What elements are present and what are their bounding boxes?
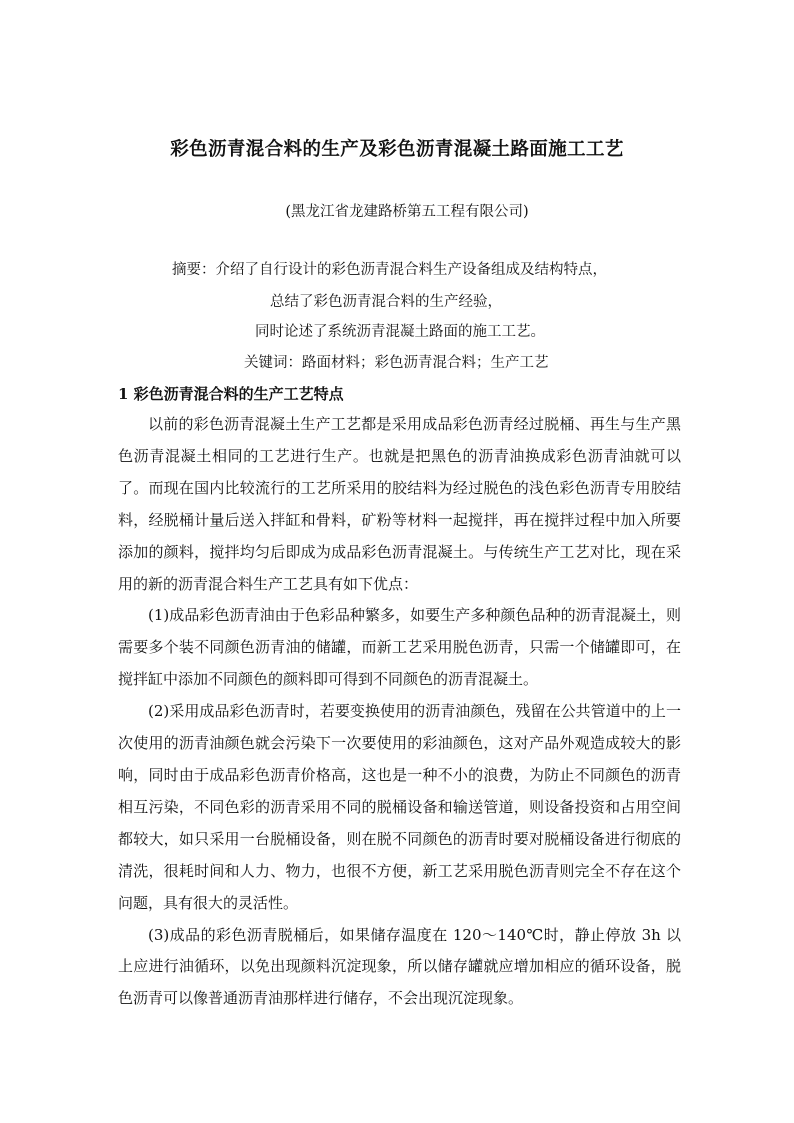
paragraph: (3)成品的彩色沥青脱桶后，如果储存温度在 120～140℃时，静止停放 3h 以上应进行油循环，以免出现颜料沉淀现象，所以储存罐就应增加相应的循环设备，脱色沥青可以像普通沥青油那样进行储存，不会出现沉淀现象。 (118, 925, 681, 1008)
section-heading: 1 彩色沥青混合料的生产工艺特点 (118, 385, 344, 403)
paragraph: (2)采用成品彩色沥青时，若要变换使用的沥青油颜色，残留在公共管道中的上一次使用的沥青油颜色就会污染下一次要使用的彩油颜色，这对产品外观造成较大的影响，同时由于成品彩色沥青价格高，这也是一种不小的浪费，为防止不同颜色的沥青相互污染，不同色彩的沥青采用不同的脱桶设备和输送管道，则设备投资和占用空间都较大，如只采用一台脱桶设备，则在脱不同颜色的沥青时要对脱桶设备进行彻底的清洗，很耗时间和人力、物力，也很不方便，新工艺采用脱色沥青则完全不存在这个问题，具有很大的灵活性。 (118, 702, 681, 912)
keywords-line: 关键词：路面材料；彩色沥青混合料；生产工艺 (244, 355, 549, 371)
document-title: 彩色沥青混合料的生产及彩色沥青混凝土路面施工工艺 (170, 139, 624, 160)
body-text (118, 409, 681, 1015)
abstract-line: 摘要：介绍了自行设计的彩色沥青混合料生产设备组成及结构特点， (172, 262, 607, 278)
abstract-line: 同时论述了系统沥青混凝土路面的施工工艺。 (255, 324, 545, 340)
paragraph: 以前的彩色沥青混凝土生产工艺都是采用成品彩色沥青经过脱桶、再生与生产黑色沥青混凝土相同的工艺进行生产。也就是把黑色的沥青油换成彩色沥青油就可以了。而现在国内比较流行的工艺所采用的胶结料为经过脱色的浅色彩色沥青专用胶结料，经脱桶计量后送入拌缸和骨料，矿粉等材料一起搅拌，再在搅拌过程中加入所要添加的颜料，搅拌均匀后即成为成品彩色沥青混凝土。与传统生产工艺对比，现在采用的新的沥青混合料生产工艺具有如下优点： (118, 415, 681, 593)
author-organization: (黑龙江省龙建路桥第五工程有限公司) (285, 204, 529, 220)
abstract-line: 总结了彩色沥青混合料的生产经验， (270, 294, 502, 310)
paragraph: (1)成品彩色沥青油由于色彩品种繁多，如要生产多种颜色品种的沥青混凝土，则需要多个装不同颜色沥青油的储罐，而新工艺采用脱色沥青，只需一个储罐即可，在搅拌缸中添加不同颜色的颜料即可得到不同颜色的沥青混凝土。 (118, 606, 681, 689)
